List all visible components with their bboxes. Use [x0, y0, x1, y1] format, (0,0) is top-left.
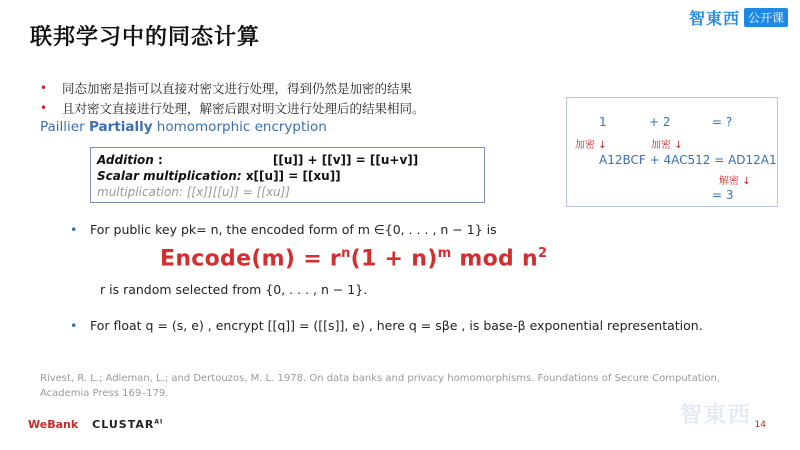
brand-logo: 智東西: [688, 9, 740, 28]
addition-formula: [97, 152, 478, 168]
encryption-diagram: [566, 97, 778, 207]
encode-formula: Encode(m) = $r^n(1 + n)^m$ mod $n^2$: [160, 246, 548, 272]
encrypt-label-2: 加密 ↓: [651, 140, 683, 151]
addition-colon: :: [153, 153, 163, 167]
public-key-text: For public key pk= n, the encoded form of m ∈{0, . . . , n − 1} is: [90, 222, 497, 237]
page-number: 14: [754, 420, 766, 430]
bullet-item: [40, 78, 425, 98]
random-line: r is random selected from {0, . . . , n − 1}.: [100, 282, 368, 297]
scalar-value: x[[u]] = [[xu]]: [241, 169, 341, 183]
scalar-label: Scalar multiplication:: [97, 169, 242, 183]
bullet-text: 且对密文直接进行处理，解密后跟对明文进行处理后的结果相同。: [62, 101, 425, 116]
slide-title: 联邦学习中的同态计算: [30, 25, 261, 50]
webank-logo: WeBank: [28, 418, 79, 431]
formula-box: [90, 147, 485, 203]
clustar-logo: $CLUSTAR^{AI}$: [92, 418, 164, 431]
arrow-down-icon: ↓: [674, 140, 683, 151]
bullet-dot-icon: •: [70, 318, 78, 333]
cipher-line: A12BCF + 4AC512 = AD12A1: [599, 153, 777, 167]
brand-header: [689, 6, 788, 29]
multiplication-formula: multiplication: [[x]][[u]] = [[xu]]: [97, 185, 291, 199]
addition-label: Addition: [97, 153, 154, 167]
public-key-bullet: [70, 222, 497, 237]
float-bullet: [70, 318, 703, 333]
paillier-heading: [40, 119, 327, 135]
intro-bullets: [40, 78, 425, 118]
brand-tag: 公开课: [744, 8, 788, 27]
watermark-logo: 智東西: [679, 403, 752, 428]
plain-plus-2: + 2: [649, 115, 671, 129]
paillier-suffix: homomorphic encryption: [152, 119, 327, 135]
footer-logos: [28, 418, 163, 431]
paillier-bold: Partially: [88, 119, 153, 135]
bullet-dot-icon: •: [40, 101, 48, 115]
float-text: For float q = (s, e) , encrypt [[q]] = ([[s]], e) , here q = sβe , is base-β exponential representation.: [90, 318, 703, 333]
bullet-dot-icon: •: [70, 222, 78, 237]
paillier-prefix: Paillier: [40, 119, 89, 135]
result: = 3: [712, 188, 734, 202]
decrypt-label: 解密 ↓: [719, 176, 751, 187]
encrypt-label-1: 加密 ↓: [575, 140, 607, 151]
bullet-text: 同态加密是指可以直接对密文进行处理，得到仍然是加密的结果: [62, 81, 413, 96]
reference-citation: Rivest, R. L.; Adleman, L.; and Dertouzos, M. L. 1978. On data banks and privacy homomorphisms. Foundations of Secure Computation, Academia Press 169–179.: [40, 373, 721, 399]
bullet-item: [40, 98, 425, 118]
arrow-down-icon: ↓: [598, 140, 607, 151]
arrow-down-icon: ↓: [742, 176, 751, 187]
plain-eq: = ?: [712, 115, 733, 129]
addition-value: [[u]] + [[v]] = [[u+v]]: [272, 153, 419, 167]
plain-1: 1: [599, 115, 607, 129]
bullet-dot-icon: •: [40, 81, 48, 95]
scalar-formula: [97, 168, 478, 184]
